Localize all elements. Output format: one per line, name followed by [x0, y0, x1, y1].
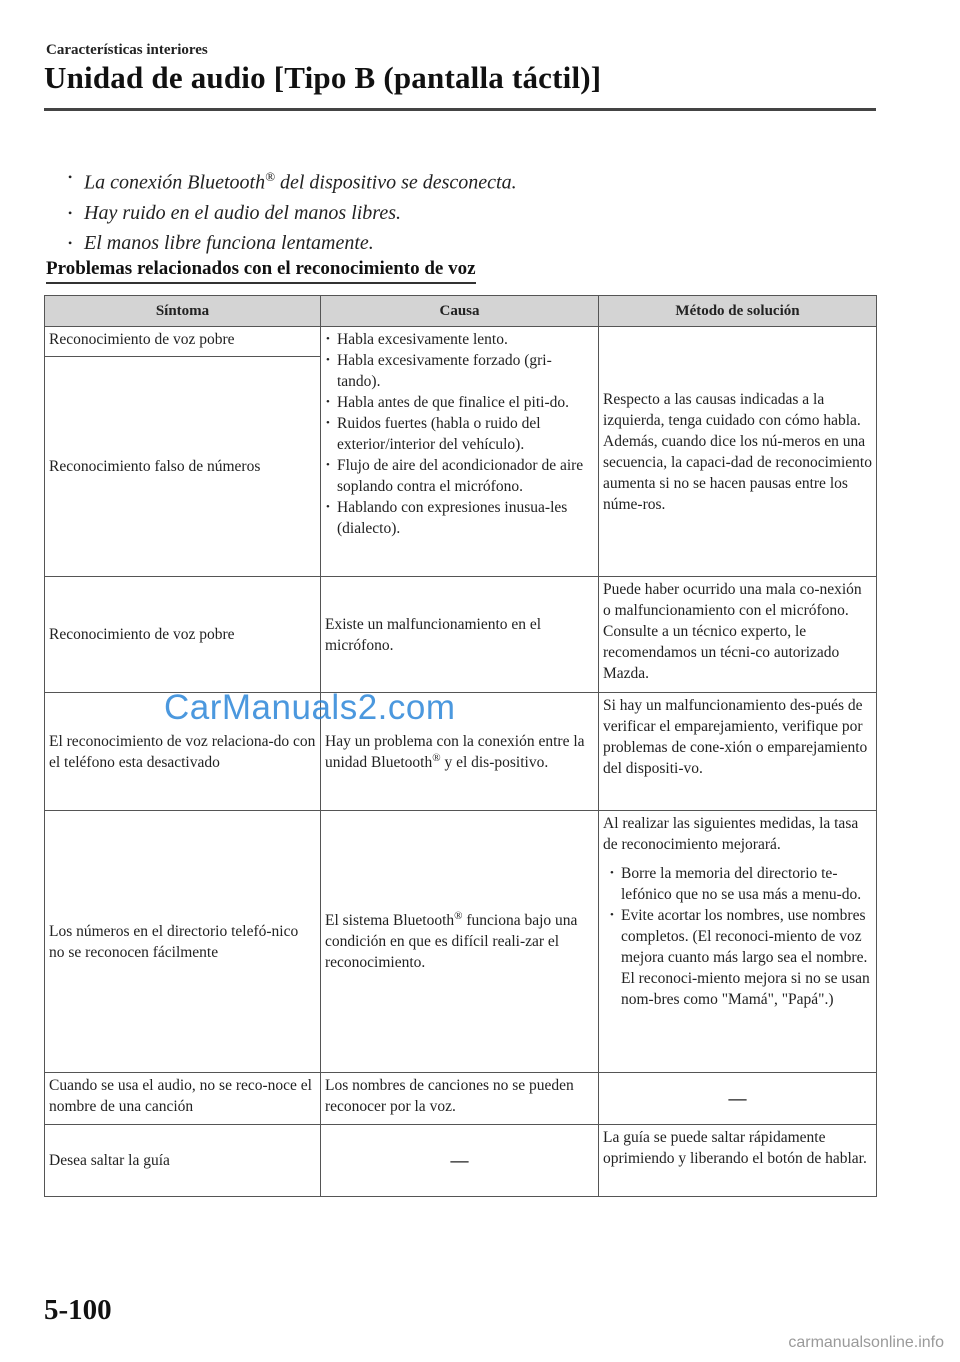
list-item: • Flujo de aire del acondicionador de aire soplando contra el micrófono. [325, 455, 594, 497]
cause-cell: — [321, 1125, 599, 1197]
list-item: • Ruidos fuertes (habla o ruido del exterior/interior del vehículo). [325, 413, 594, 455]
symptom-cell: Los números en el directorio telefó-nico no se reconocen fácilmente [45, 811, 321, 1073]
symptom-cell: Cuando se usa el audio, no se reco-noce el nombre de una canción [45, 1073, 321, 1125]
header-solution: Método de solución [599, 296, 877, 327]
header-cause: Causa [321, 296, 599, 327]
solution-cell: Puede haber ocurrido una mala co-nexión o malfuncionamiento con el micrófono. Consulte a un técnico experto, le recomendamos un técni-co autorizado Mazda. [599, 577, 877, 693]
solution-cell [599, 811, 877, 1073]
cause-list [325, 329, 594, 539]
symptom-cell: Reconocimiento de voz pobre [45, 577, 321, 693]
intro-item: • Hay ruido en el audio del manos libres. [66, 198, 517, 228]
table-row [45, 327, 877, 357]
list-item: • Borre la memoria del directorio te-lefónico que no se usa más a menu-do. [609, 863, 872, 905]
list-item: • Habla excesivamente forzado (gri-tando). [325, 350, 594, 392]
page-title: Unidad de audio [Tipo B (pantalla táctil)] [44, 60, 602, 95]
solution-list [603, 863, 872, 1010]
symptom-cell: Desea saltar la guía [45, 1125, 321, 1197]
solution-cell: — [599, 1073, 877, 1125]
watermark: CarManuals2.com [164, 688, 456, 727]
table-header-row [45, 296, 877, 327]
cause-cell: Los nombres de canciones no se pueden reconocer por la voz. [321, 1073, 599, 1125]
intro-item: • El manos libre funciona lentamente. [66, 228, 517, 258]
cause-cell: Hay un problema con la conexión entre la unidad Bluetooth® y el dis-positivo. [321, 693, 599, 811]
cause-cell: El sistema Bluetooth® funciona bajo una condición en que es difícil reali-zar el reconocimiento. [321, 811, 599, 1073]
intro-list [66, 162, 517, 258]
list-item: • Habla antes de que finalice el piti-do. [325, 392, 594, 413]
table-row [45, 811, 877, 1073]
sub-heading: Problemas relacionados con el reconocimiento de voz [46, 258, 476, 284]
solution-cell: Si hay un malfuncionamiento des-pués de verificar el emparejamiento, verifique por problemas de cone-xión o emparejamiento del dispositi-vo. [599, 693, 877, 811]
solution-cell: La guía se puede saltar rápidamente oprimiendo y liberando el botón de hablar. [599, 1125, 877, 1197]
symptom-cell: Reconocimiento de voz pobre [45, 327, 321, 357]
table-row [45, 1073, 877, 1125]
header-symptom: Síntoma [45, 296, 321, 327]
intro-item: • La conexión Bluetooth® del dispositivo se desconecta. [66, 162, 517, 198]
list-item: • Hablando con expresiones inusua-les (dialecto). [325, 497, 594, 539]
cause-cell: Existe un malfuncionamiento en el micrófono. [321, 577, 599, 693]
section-label: Características interiores [46, 42, 208, 58]
symptom-cell: Reconocimiento falso de números [45, 357, 321, 577]
solution-intro: Al realizar las siguientes medidas, la tasa de reconocimiento mejorará. [603, 815, 859, 853]
title-rule [44, 108, 876, 111]
list-item: • Habla excesivamente lento. [325, 329, 594, 350]
page-number: 5-100 [44, 1294, 112, 1326]
symptoms-table [44, 295, 877, 1197]
cause-cell [321, 327, 599, 577]
list-item: • Evite acortar los nombres, use nombres completos. (El reconoci-miento de voz mejora cuanto más largo sea el nombre. El reconoci-miento mejora si no se usan nom-bres como "Mamá", "Papá".) [609, 905, 872, 1010]
footer-site-link[interactable]: carmanualsonline.info [788, 1334, 944, 1351]
symptom-cell: El reconocimiento de voz relaciona-do con el teléfono esta desactivado [45, 693, 321, 811]
table-row [45, 1125, 877, 1197]
solution-cell: Respecto a las causas indicadas a la izquierda, tenga cuidado con cómo habla. Además, cuando dice los nú-meros en una secuencia, la capaci-dad de reconocimiento aumenta si no se hacen pausas entre los núme-ros. [599, 327, 877, 577]
table-row [45, 577, 877, 693]
